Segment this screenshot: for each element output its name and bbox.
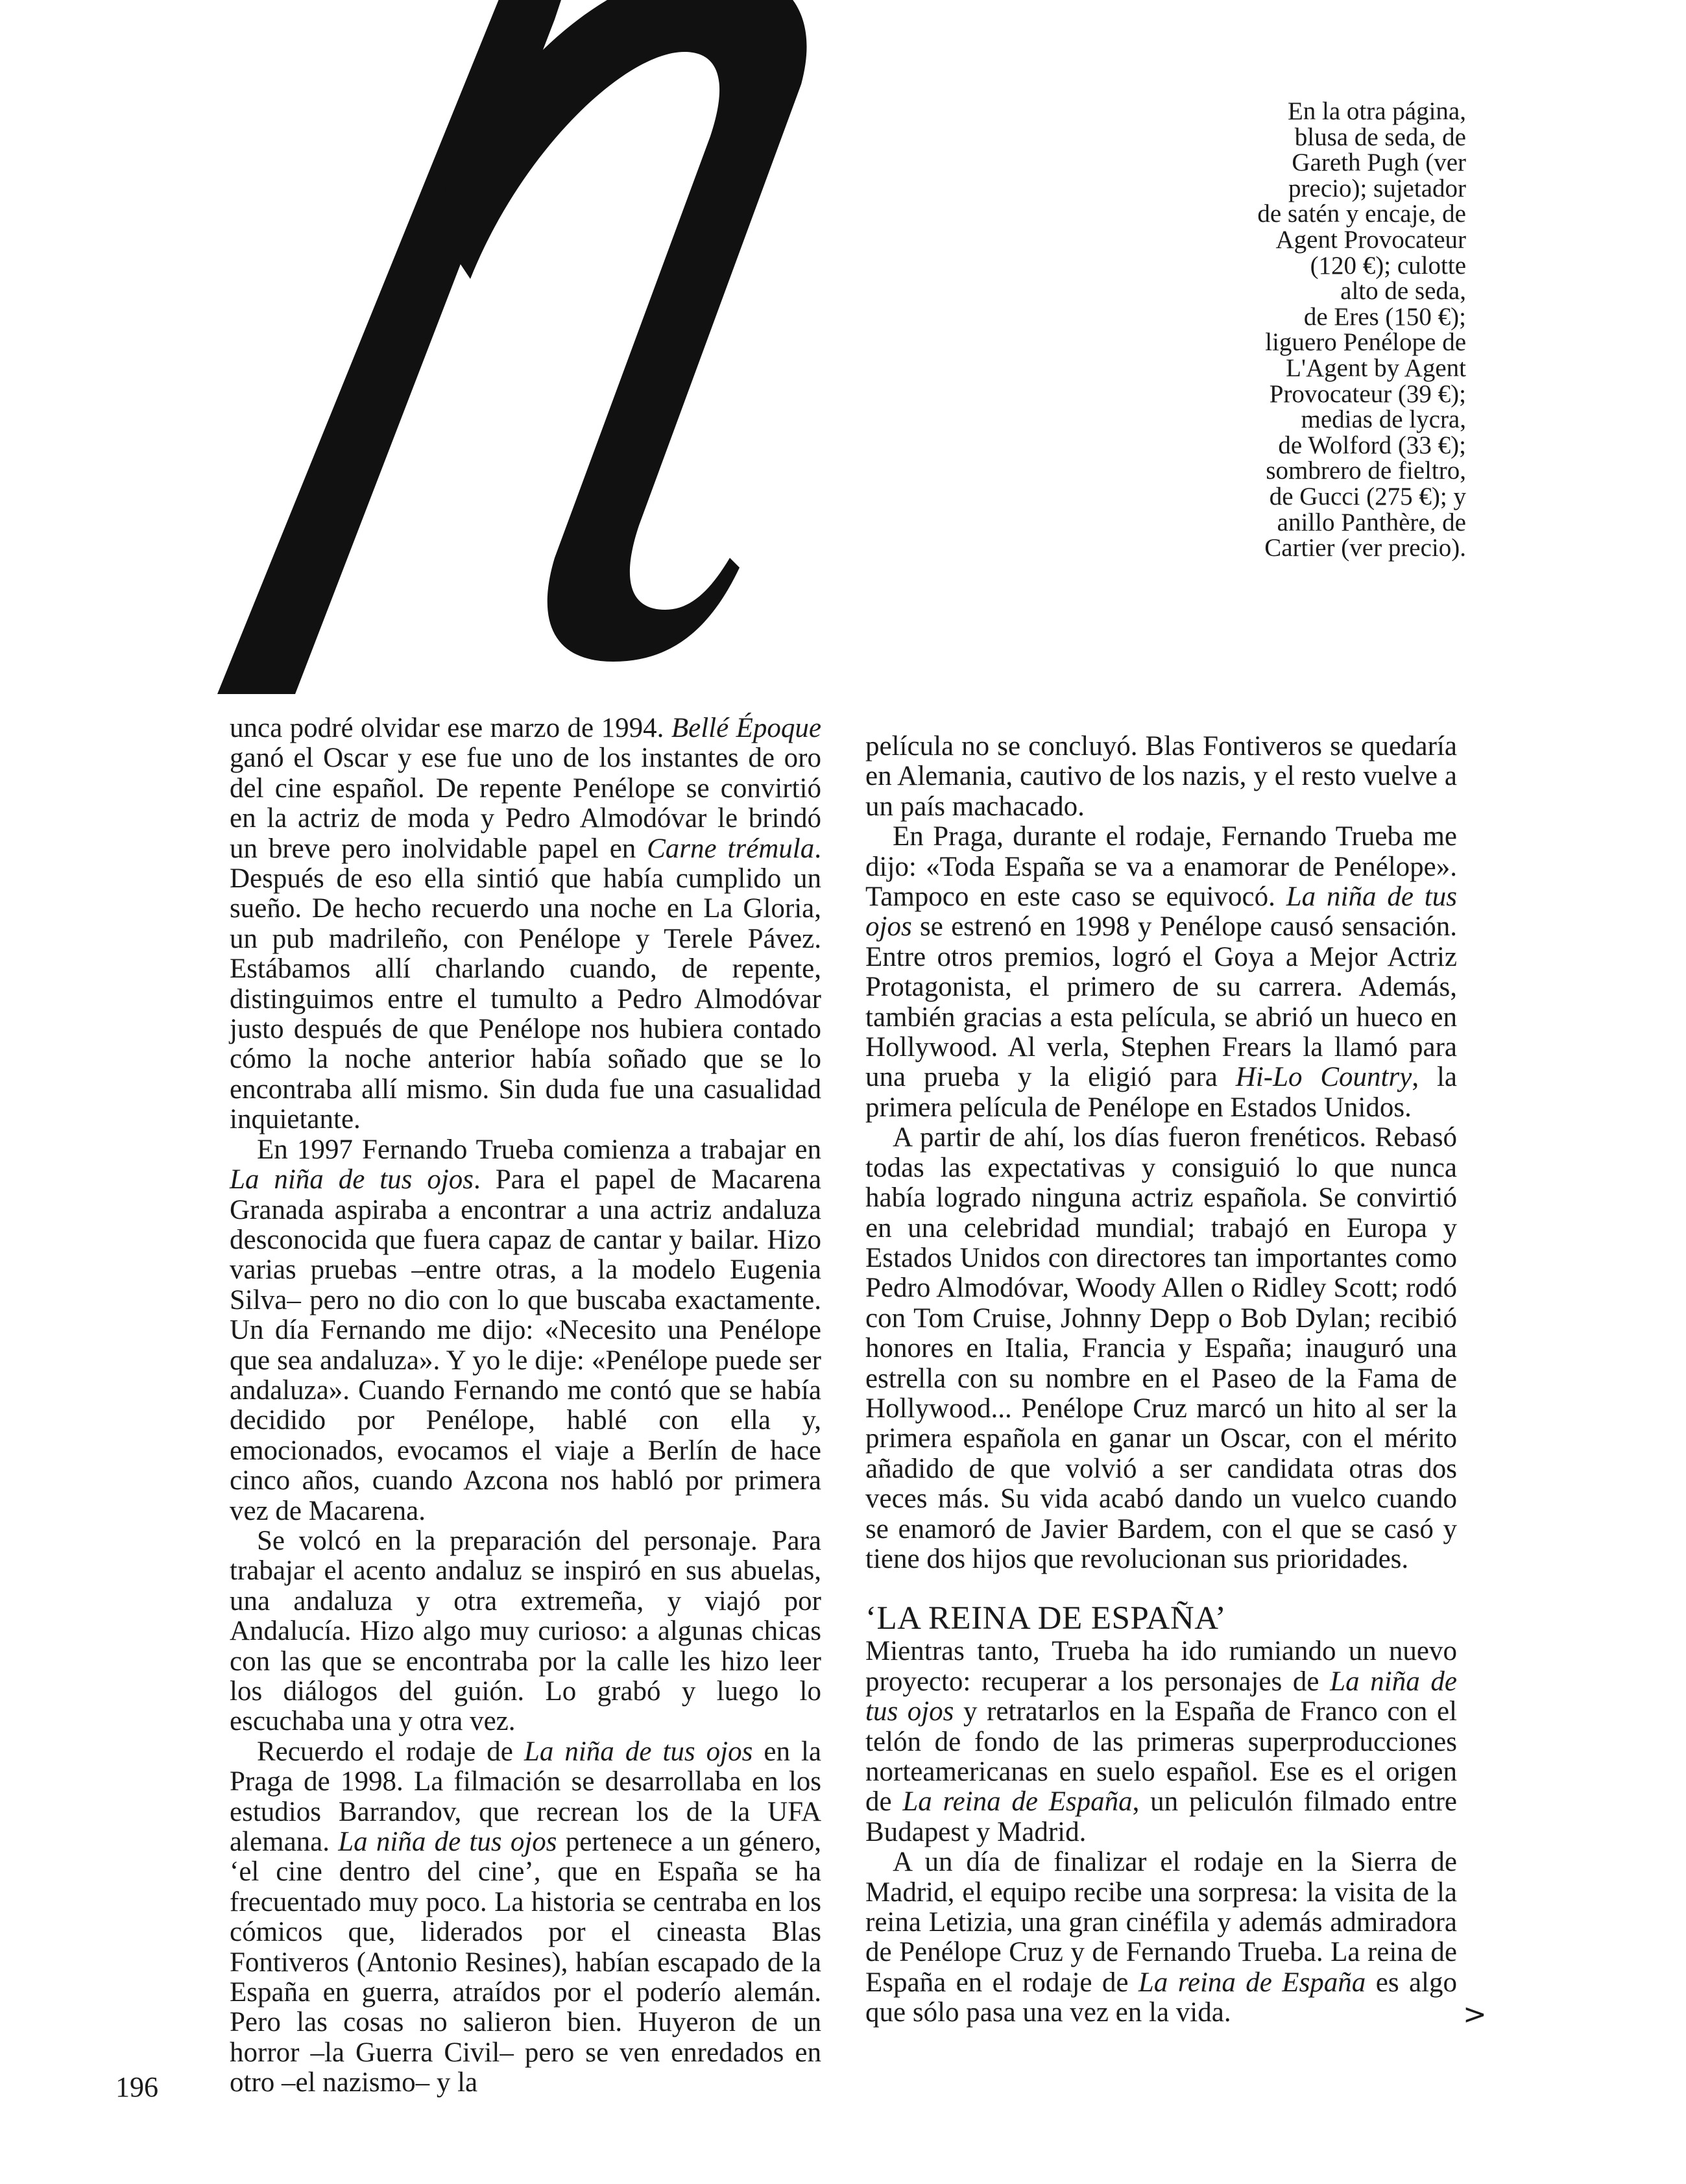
article-column-left xyxy=(230,714,821,2098)
caption-line: L'Agent by Agent xyxy=(1286,354,1466,382)
paragraph xyxy=(230,714,821,1135)
text-run: , la primera película de Penélope en Estados Unidos. xyxy=(865,1062,1457,1123)
caption-line: precio); sujetador xyxy=(1288,174,1466,202)
text-run: En Praga, durante el rodaje, Fernando Trueba me dijo: «Toda España se va a enamorar de Penélope». Tampoco en este caso se equivocó. xyxy=(865,821,1457,913)
text-run: Mientras tanto, Trueba ha ido rumiando un nuevo proyecto: recuperar a los personajes de xyxy=(865,1636,1457,1697)
caption-line: En la otra página, xyxy=(1287,97,1466,125)
section-subhead: ‘LA REINA DE ESPAÑA’ xyxy=(865,1600,1227,1637)
text-run: Recuerdo el rodaje de xyxy=(257,1736,524,1767)
text-run: en la Praga de 1998. La filmación se desarrollaba en los estudios Barrandov, que recrean los de la UFA alemana. xyxy=(230,1736,822,1858)
caption-line: (120 €); culotte xyxy=(1310,251,1466,280)
drop-cap-letter xyxy=(217,0,866,720)
caption-line: liguero Penélope de xyxy=(1265,328,1466,357)
film-title: Carne trémula xyxy=(647,833,815,864)
caption-line: Agent Provocateur xyxy=(1275,225,1466,254)
caption-line: anillo Panthère, de xyxy=(1277,508,1466,536)
paragraph xyxy=(865,1847,1457,2028)
caption-line: medias de lycra, xyxy=(1301,405,1466,434)
film-title: La niña de tus ojos xyxy=(865,882,1457,942)
caption-line: de Gucci (275 €); y xyxy=(1269,482,1466,510)
paragraph xyxy=(865,822,1457,1123)
caption-line: Provocateur (39 €); xyxy=(1269,379,1466,408)
text-run: es algo que sólo pasa una vez en la vida. xyxy=(865,1967,1457,2028)
film-title: La reina de España xyxy=(1138,1967,1366,1998)
caption-line: sombrero de fieltro, xyxy=(1266,457,1466,485)
film-title: Bellé Époque xyxy=(671,713,821,743)
text-run: unca podré olvidar ese marzo de 1994. xyxy=(230,713,671,743)
article-column-right xyxy=(865,732,1457,2028)
paragraph xyxy=(230,1737,821,2098)
text-run: . Después de eso ella sintió que había cumplido un sueño. De hecho recuerdo una noche en La Gloria, un pub madrileño, con Penélope y Terele Pávez. Estábamos allí charlando cuando, de repente, distinguimos entre el tumulto a Pedro Almodóvar justo después de que Penélope nos hubiera contado cómo la noche anterior había soñado que se lo encontraba allí mismo. Sin duda fue una casualidad inquietante. xyxy=(230,833,821,1135)
text-run: y retratarlos en la España de Franco con el telón de fondo de las primeras superproducciones norteamericanas en suelo español. Ese es el origen de xyxy=(865,1696,1457,1818)
text-run: se estrenó en 1998 y Penélope causó sensación. Entre otros premios, logró el Goya a Mejor Actriz Protagonista, el primero de su carrera. Además, también gracias a esta película, se abrió un hueco en Hollywood. Al verla, Stephen Frears la llamó para una prueba y la eligió para xyxy=(865,911,1457,1093)
text-run: , un peliculón filmado entre Budapest y Madrid. xyxy=(865,1786,1457,1847)
film-title: La niña de tus ojos xyxy=(230,1164,474,1195)
caption-line: blusa de seda, de xyxy=(1294,123,1466,151)
paragraph: película no se concluyó. Blas Fontiveros se quedaría en Alemania, cautivo de los nazis, y el resto vuelve a un país machacado. xyxy=(865,731,1457,822)
text-run: A un día de finalizar el rodaje en la Sierra de Madrid, el equipo recibe una sorpresa: la visita de la reina Letizia, una gran cinéfila y además admiradora de Penélope Cruz y de Fernando Trueba. La reina de España en el rodaje de xyxy=(865,1847,1457,1998)
film-title: La niña de tus ojos xyxy=(338,1827,557,1858)
film-title: Hi-Lo Country xyxy=(1235,1062,1412,1093)
caption-line: alto de seda, xyxy=(1340,277,1466,306)
film-title: La niña de tus ojos xyxy=(524,1736,753,1767)
paragraph xyxy=(230,1135,821,1526)
film-title: La reina de España xyxy=(902,1786,1133,1818)
caption-line: Cartier (ver precio). xyxy=(1264,534,1466,562)
text-run: pertenece a un género, ‘el cine dentro del cine’, que en España se ha frecuentado muy poco. La historia se centraba en los cómicos que, liderados por el cineasta Blas Fontiveros (Antonio Resines), habían escapado de la España en guerra, atraídos por el poderío alemán. Pero las cosas no salieron bien. Huyeron de un horror –la Guerra Civil– pero se ven enredados en otro –el nazismo– y la xyxy=(230,1827,821,2098)
caption-line: de satén y encaje, de xyxy=(1257,200,1466,228)
text-run: . Para el papel de Macarena Granada aspiraba a encontrar a una actriz andaluza desconocida que fuera capaz de cantar y bailar. Hizo varias pruebas –entre otras, a la modelo Eugenia Silva– pero no dio con lo que buscaba exactamente. Un día Fernando me dijo: «Necesito una Penélope que sea andaluza». Y yo le dije: «Penélope puede ser andaluza». Cuando Fernando me contó que se había decidido por Penélope, hablé con ella y, emocionados, evocamos el viaje a Berlín de hace cinco años, cuando Azcona nos habló por primera vez de Macarena. xyxy=(230,1164,822,1526)
paragraph: Se volcó en la preparación del personaje. Para trabajar el acento andaluz se inspiró en sus abuelas, una andaluza y otra extremeña, y viajó por Andalucía. Hizo algo muy curioso: a algunas chicas con las que se encontraba por la calle les hizo leer los diálogos del guión. Lo grabó y luego lo escuchaba una y otra vez. xyxy=(230,1525,821,1737)
caption-line: de Eres (150 €); xyxy=(1303,302,1466,331)
paragraph xyxy=(865,1637,1457,1847)
text-run: En 1997 Fernando Trueba comienza a trabajar en xyxy=(257,1134,821,1165)
continue-arrow-icon: > xyxy=(1463,1998,1487,2031)
film-title: La niña de tus ojos xyxy=(865,1666,1457,1727)
page-number: 196 xyxy=(115,2071,158,2103)
caption-line: de Wolford (33 €); xyxy=(1278,431,1466,459)
photo-caption xyxy=(1220,99,1466,561)
text-run: ganó el Oscar y ese fue uno de los instantes de oro del cine español. De repente Penélope se convirtió en la actriz de moda y Pedro Almodóvar le brindó un breve pero inolvidable papel en xyxy=(230,743,821,864)
caption-line: Gareth Pugh (ver xyxy=(1292,149,1466,177)
paragraph: A partir de ahí, los días fueron frenéticos. Rebasó todas las expectativas y consiguió lo que nunca había logrado ninguna actriz española. Se convirtió en una celebridad mundial; trabajó en Europa y Estados Unidos con directores tan importantes como Pedro Almodóvar, Woody Allen o Ridley Scott; rodó con Tom Cruise, Johnny Depp o Bob Dylan; recibió honores en Italia, Francia y España; inauguró una estrella con su nombre en el Paseo de la Fama de Hollywood... Penélope Cruz marcó un hito al ser la primera española en ganar un Oscar, con el mérito añadido de que volvió a ser candidata otras dos veces más. Su vida acabó dando un vuelco cuando se enamoró de Javier Bardem, con el que se casó y tiene dos hijos que revolucionan sus prioridades. xyxy=(865,1122,1457,1574)
